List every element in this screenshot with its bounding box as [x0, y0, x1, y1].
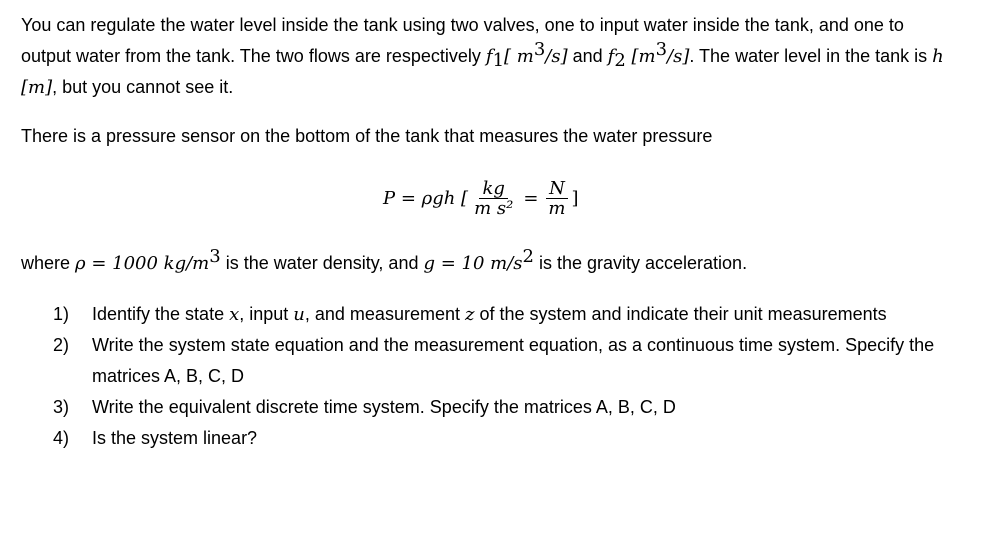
formula-fraction-kg [471, 179, 516, 218]
list-item [0, 423, 986, 454]
question-1-text-3: , and measurement [304, 304, 465, 324]
f2-unit-open: [m [625, 46, 656, 67]
intro-text-1: You can regulate the water level inside the tank using two valves, one to input water inside the tank, and one to output water from the tank. The two flows are respectively [21, 15, 904, 66]
g-expression: g = 10 m/s [423, 253, 523, 274]
rho-expression: ρ = 1000 kg/m [75, 253, 210, 274]
state-symbol: x [229, 304, 240, 325]
h-unit: [m] [21, 77, 53, 98]
formula-lhs: P = ρgh [ [383, 187, 469, 209]
question-number: 1) [53, 304, 70, 324]
f1-unit-close: /s] [545, 46, 568, 67]
question-text: Write the system state equation and the measurement equation, as a continuous time system. Specify the matrices A, B, C, D [92, 335, 935, 386]
formula-fraction-n [545, 179, 568, 218]
question-number: 3) [53, 397, 70, 417]
intro-paragraph [21, 10, 951, 103]
input-symbol: u [293, 304, 305, 325]
fraction-kg-numerator: kg [479, 179, 507, 199]
f1-unit-open: [ m [504, 46, 534, 67]
list-item [0, 299, 986, 330]
question-text: Is the system linear? [92, 428, 258, 448]
f2-unit-close: /s] [667, 46, 690, 67]
where-text-3: is the gravity acceleration. [533, 253, 748, 273]
list-item [0, 330, 986, 392]
question-text: Write the equivalent discrete time system. Specify the matrices A, B, C, D [92, 397, 676, 417]
question-1-text-1: Identify the state [92, 304, 230, 324]
formula-equals: = [523, 187, 539, 209]
measurement-symbol: z [464, 304, 475, 325]
fraction-kg-denominator: m s² [474, 197, 514, 219]
sensor-paragraph: There is a pressure sensor on the bottom of the tank that measures the water pressure [21, 126, 713, 146]
question-1-text-2: , input [239, 304, 294, 324]
rho-exponent: 3 [209, 246, 221, 267]
fraction-n-denominator: m [548, 197, 566, 219]
h-symbol: h [932, 46, 944, 67]
where-paragraph [21, 248, 951, 279]
intro-text-2: and [567, 46, 608, 66]
question-text [92, 299, 962, 330]
question-number: 4) [53, 428, 70, 448]
list-item [0, 392, 986, 423]
g-exponent: 2 [522, 246, 534, 267]
pressure-formula [383, 173, 579, 223]
questions-list [0, 299, 986, 454]
where-text-2: is the water density, and [220, 253, 424, 273]
question-1-text-4: of the system and indicate their unit measurements [474, 304, 887, 324]
f2-symbol: f [607, 46, 615, 67]
f2-unit-exponent: 3 [655, 39, 668, 60]
f1-unit-exponent: 3 [533, 39, 546, 60]
intro-text-4: , but you cannot see it. [52, 77, 234, 97]
f2-subscript: 2 [614, 50, 626, 71]
fraction-n-numerator: N [546, 179, 568, 199]
f1-subscript: 1 [492, 50, 505, 71]
f1-symbol: f [485, 46, 493, 67]
question-number: 2) [53, 335, 70, 355]
intro-text-3: . The water level in the tank is [689, 46, 933, 66]
formula-close-bracket: ] [571, 187, 579, 209]
where-text-1: where [21, 253, 76, 273]
